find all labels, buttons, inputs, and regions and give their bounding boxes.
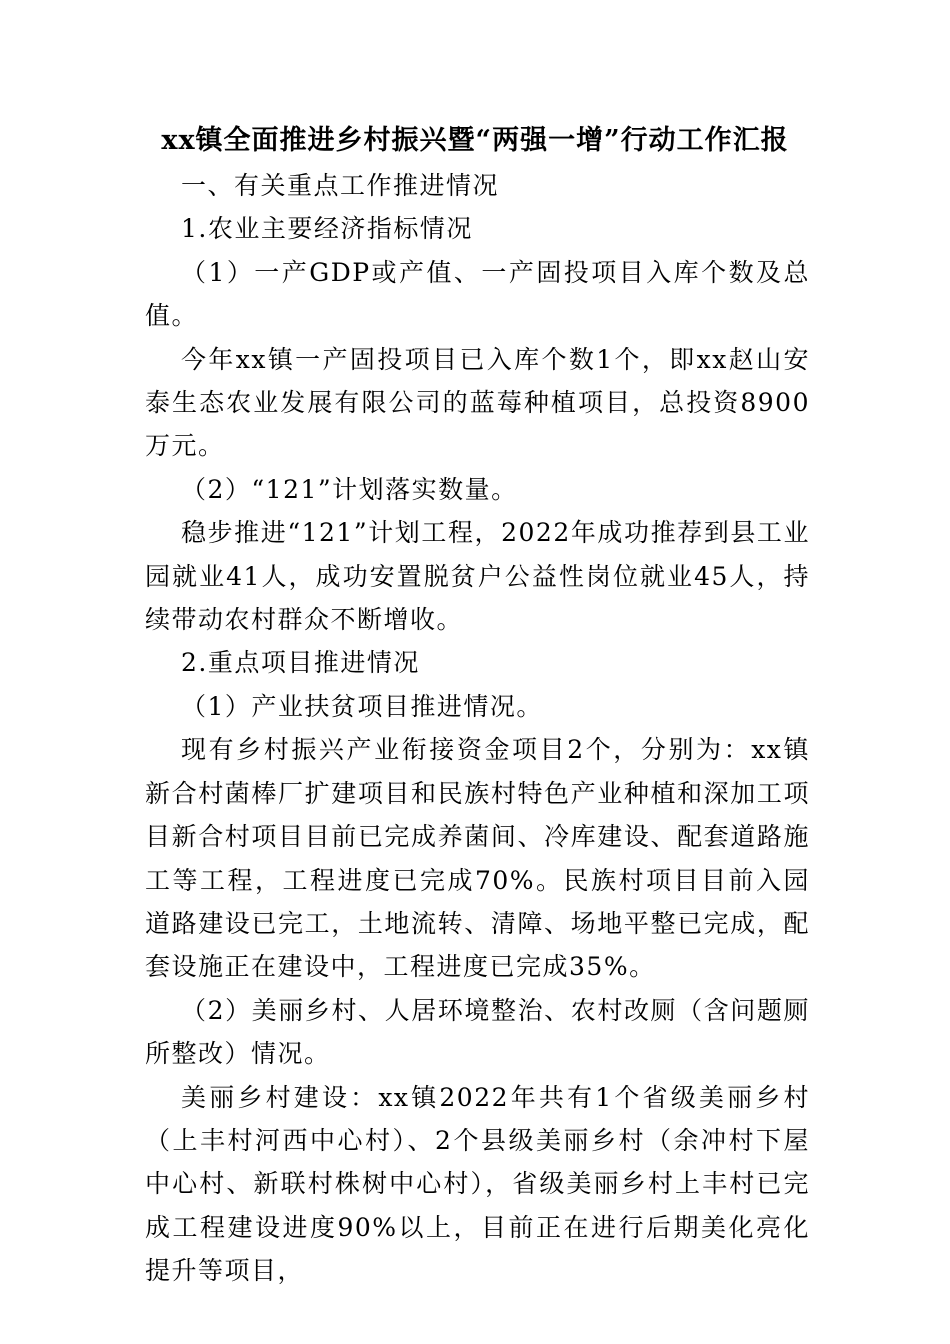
section-heading: 一、有关重点工作推进情况 <box>181 171 500 200</box>
item-heading: （2）“121”计划落实数量。 <box>181 474 518 504</box>
document-title: xx镇全面推进乡村振兴暨“两强一增”行动工作汇报 <box>161 125 789 156</box>
item-heading: （1）产业扶贫项目推进情况。 <box>181 691 543 721</box>
document-body <box>145 164 810 1293</box>
subsection-heading: 1.农业主要经济指标情况 <box>181 214 473 244</box>
body-paragraph: 现有乡村振兴产业衔接资金项目2个，分别为：xx镇新合村菌棒厂扩建项目和民族村特色产业种植和深加工项目新合村项目目前已完成养菌间、冷库建设、配套道路施工等工程，工程进度已完成70%。民族村项目目前入园道路建设已完工，土地流转、清障、场地平整已完成，配套设施正在建设中，工程进度已完成35%。 <box>145 735 810 982</box>
body-paragraph: 美丽乡村建设：xx镇2022年共有1个省级美丽乡村（上丰村河西中心村）、2个县级美丽乡村（余冲村下屋中心村、新联村株树中心村），省级美丽乡村上丰村已完成工程建设进度90%以上，目前正在进行后期美化亮化提升等项目， <box>145 1082 810 1286</box>
body-paragraph: 稳步推进“121”计划工程，2022年成功推荐到县工业园就业41人，成功安置脱贫户公益性岗位就业45人，持续带动农村群众不断增收。 <box>145 518 810 635</box>
item-heading: （2）美丽乡村、人居环境整治、农村改厕（含问题厕所整改）情况。 <box>145 995 810 1069</box>
item-heading: （1）一产GDP或产值、一产固投项目入库个数及总值。 <box>145 257 810 331</box>
body-paragraph: 今年xx镇一产固投项目已入库个数1个，即xx赵山安泰生态农业发展有限公司的蓝莓种植项目，总投资8900万元。 <box>145 344 810 461</box>
subsection-heading: 2.重点项目推进情况 <box>181 648 420 678</box>
